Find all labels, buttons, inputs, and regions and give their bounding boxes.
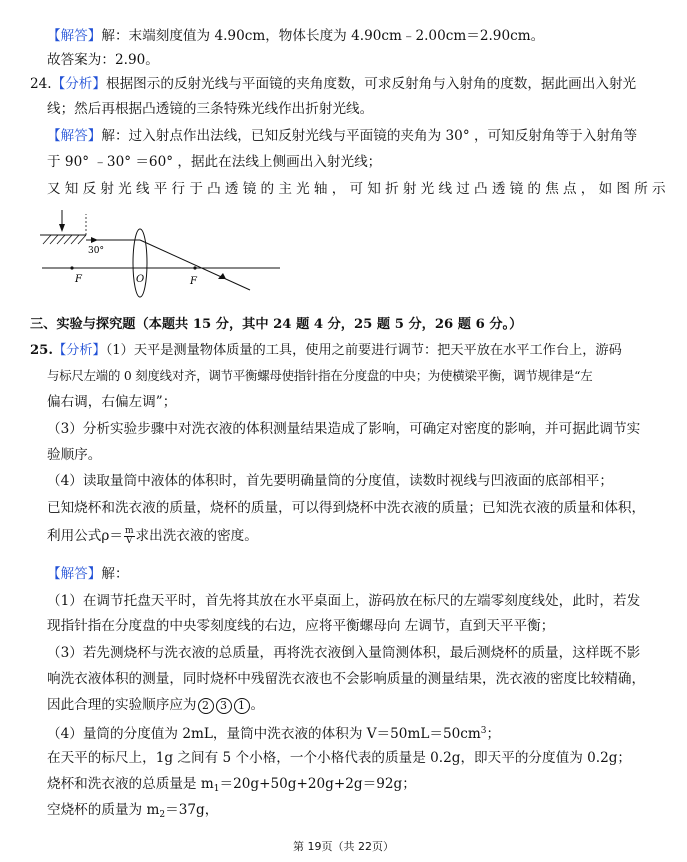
q25-answer-line-9 [47, 801, 218, 824]
analysis-text: 根据图示的反射光线与平面镜的夹角度数，可求反射角与入射角的度数，据此画出入射光 [106, 76, 637, 92]
answer-line-1 [47, 27, 544, 45]
q24-answer-line-3: 又知反射光线平行于凸透镜的主光轴，可知折射光线过凸透镜的焦点，如图所示 [47, 181, 670, 197]
q25-analysis-line-7: 已知烧杯和洗衣液的质量，烧杯的质量，可以得到烧杯中洗衣液的质量；已知洗衣液的质量和体积， [47, 500, 646, 516]
mass-total-value: ＝20g+50g+20g+2g＝92g； [219, 776, 416, 792]
fraction-denominator: V [125, 536, 133, 546]
incident-arrowhead [59, 224, 65, 232]
reflected-arrowhead [91, 237, 98, 243]
fraction-numerator: m [124, 526, 134, 536]
question-number: 25. [30, 343, 53, 358]
answer-tag: 【解答】 [47, 28, 102, 44]
q24-analysis-line [30, 75, 636, 93]
step-1-circle: 1 [234, 698, 250, 714]
q25-analysis-line-3: 偏右调，右偏左调”； [47, 394, 177, 410]
analysis-text: （1）天平是测量物体质量的工具，使用之前要进行调节：把天平放在水平工作台上，游码 [105, 343, 622, 358]
answer-text: 解：末端刻度值为 4.90cm，物体长度为 4.90cm﹣2.00cm＝2.90cm。 [101, 28, 545, 44]
answer-tag: 【解答】 [47, 128, 102, 144]
density-fraction [124, 527, 135, 546]
answer-line-2: 故答案为：2.90。 [47, 52, 159, 68]
volume-superscript: 3 [480, 726, 487, 736]
question-number: 24. [30, 76, 52, 92]
formula-prefix: 利用公式ρ＝ [47, 528, 123, 544]
q25-answer-line-4: 响洗衣液体积的测量，同时烧杯中残留洗衣液也不会影响质量的测量结果，洗衣液的密度比较精确， [47, 671, 646, 687]
q25-answer-head [47, 565, 129, 583]
q25-analysis-line-5: 验顺序。 [47, 447, 102, 463]
q25-answer-line-1: （1）在调节托盘天平时，首先将其放在水平桌面上，游码放在标尺的左端零刻度线处，此时，若发 [47, 593, 641, 609]
convex-lens [133, 229, 147, 297]
q25-analysis-line-4: （3）分析实验步骤中对洗衣液的体积测量结果造成了影响，可确定对密度的影响，并可据此调节实 [47, 421, 641, 437]
order-prefix: 因此合理的实验顺序应为 [47, 697, 197, 713]
step-2-circle: 2 [198, 698, 214, 714]
q25-answer-line-8 [47, 775, 416, 798]
q25-analysis-line-6: （4）读取量筒中液体的体积时，首先要明确量筒的分度值，读数时视线与凹液面的底部相平； [47, 473, 613, 489]
answer-text: 解：过入射点作出法线，已知反射光线与平面镜的夹角为 30° ，可知反射角等于入射角等 [101, 128, 638, 144]
analysis-tag: 【分析】 [51, 76, 106, 92]
page-footer: 第 19页（共 22页） [293, 840, 394, 853]
q24-answer-line [47, 127, 637, 145]
answer-text: 解： [101, 566, 129, 582]
q25-answer-line-3: （3）若先测烧杯与洗衣液的总质量，再将洗衣液倒入量筒测体积，最后测烧杯的质量，这样既不影 [47, 645, 641, 661]
q25-answer-line-5 [47, 696, 264, 714]
volume-text: （4）量筒的分度值为 2mL，量筒中洗衣液的体积为 V＝50mL＝50cm [47, 726, 481, 742]
right-focus-dot [193, 266, 196, 269]
mass-total-subscript: 1 [213, 784, 220, 794]
q25-answer-line-6 [47, 722, 500, 743]
q25-answer-line-2: 现指针指在分度盘的中央零刻度线的右边，应将平衡螺母向 左调节，直到天平平衡； [47, 618, 555, 634]
mirror-hatching [43, 235, 86, 244]
q25-analysis-line-8 [47, 527, 258, 546]
answer-tag: 【解答】 [47, 566, 102, 582]
angle-label: 30° [88, 246, 104, 256]
left-focus-dot [70, 266, 73, 269]
volume-suffix: ； [486, 726, 501, 742]
mass-empty-value: ＝37g， [165, 802, 219, 818]
left-focus-label: F [75, 274, 82, 285]
lens-center-label: O [136, 274, 145, 285]
q24-answer-line-2: 于 90° ﹣30° ＝60° ，据此在法线上侧画出入射光线； [47, 154, 382, 170]
order-suffix: 。 [250, 697, 265, 713]
q25-answer-line-7: 在天平的标尺上，1g 之间有 5 个小格，一个小格代表的质量是 0.2g，即天平的分度值为 0.2g； [47, 750, 632, 766]
formula-suffix: 求出洗衣液的密度。 [135, 528, 258, 544]
step-3-circle: 3 [216, 698, 232, 714]
q24-analysis-line-2: 线；然后再根据凸透镜的三条特殊光线作出折射光线。 [47, 101, 374, 117]
mass-empty-text: 空烧杯的质量为 m [47, 802, 160, 818]
mass-empty-subscript: 2 [159, 810, 166, 820]
section-heading: 三、实验与探究题（本题共 15 分，其中 24 题 4 分，25 题 5 分，26 题 6 分。） [30, 317, 523, 332]
right-focus-label: F [190, 276, 197, 287]
analysis-tag: 【分析】 [52, 343, 106, 358]
q25-analysis-line [30, 342, 622, 360]
optics-diagram [40, 208, 290, 298]
mass-total-text: 烧杯和洗衣液的总质量是 m [47, 776, 214, 792]
q25-analysis-line-2: 与标尺左端的 0 刻度线对齐，调节平衡螺母使指针指在分度盘的中央；为使横梁平衡，调节规律是“左 [47, 368, 593, 383]
